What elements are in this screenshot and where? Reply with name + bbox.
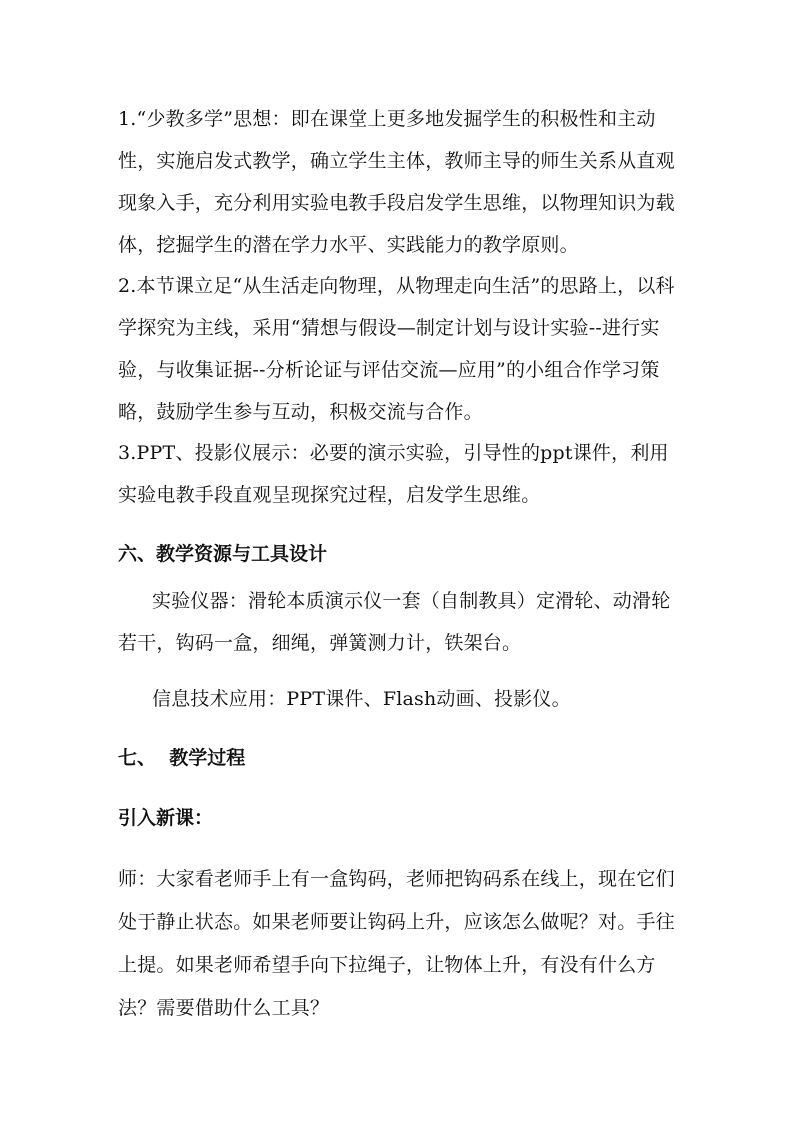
paragraph-equipment: 实验仪器：滑轮本质演示仪一套（自制教具）定滑轮、动滑轮若干，钩码一盒，细绳，弹簧测力计，铁架台。 [118,590,671,654]
paragraph-teaching-philosophy: 1.“少教多学”思想：即在课堂上更多地发掘学生的积极性和主动性，实施启发式教学，确立学生主体，教师主导的师生关系从直观现象入手，充分利用实验电教手段启发学生思维，以物理知识为载体，挖掘学生的潜在学力水平、实践能力的教学原则。 [118,108,675,256]
paragraph-it-application: 信息技术应用：PPT课件、Flash动画、投影仪。 [152,688,571,710]
section-heading-resources: 六、教学资源与工具设计 [118,543,328,565]
section-heading-process: 七、 教学过程 [118,747,246,769]
subheading-intro: 引入新课： [118,807,214,829]
paragraph-lesson-approach: 2.本节课立足“从生活走向物理，从物理走向生活”的思路上，以科学探究为主线，采用“猜想与假设—制定计划与设计实验--进行实验，与收集证据--分析论证与评估交流—应用”的小组合作学习策略，鼓励学生参与互动，积极交流与合作。 [118,275,675,423]
paragraph-teacher-dialogue: 师：大家看老师手上有一盒钩码，老师把钩码系在线上，现在它们处于静止状态。如果老师要让钩码上升，应该怎么做呢？对。手往上提。如果老师希望手向下拉绳子，让物体上升，有没有什么方法？需要借助什么工具？ [118,868,675,1019]
paragraph-ppt-projector: 3.PPT、投影仪展示：必要的演示实验，引导性的ppt课件，利用实验电教手段直观呈现探究过程，启发学生思维。 [118,442,669,506]
